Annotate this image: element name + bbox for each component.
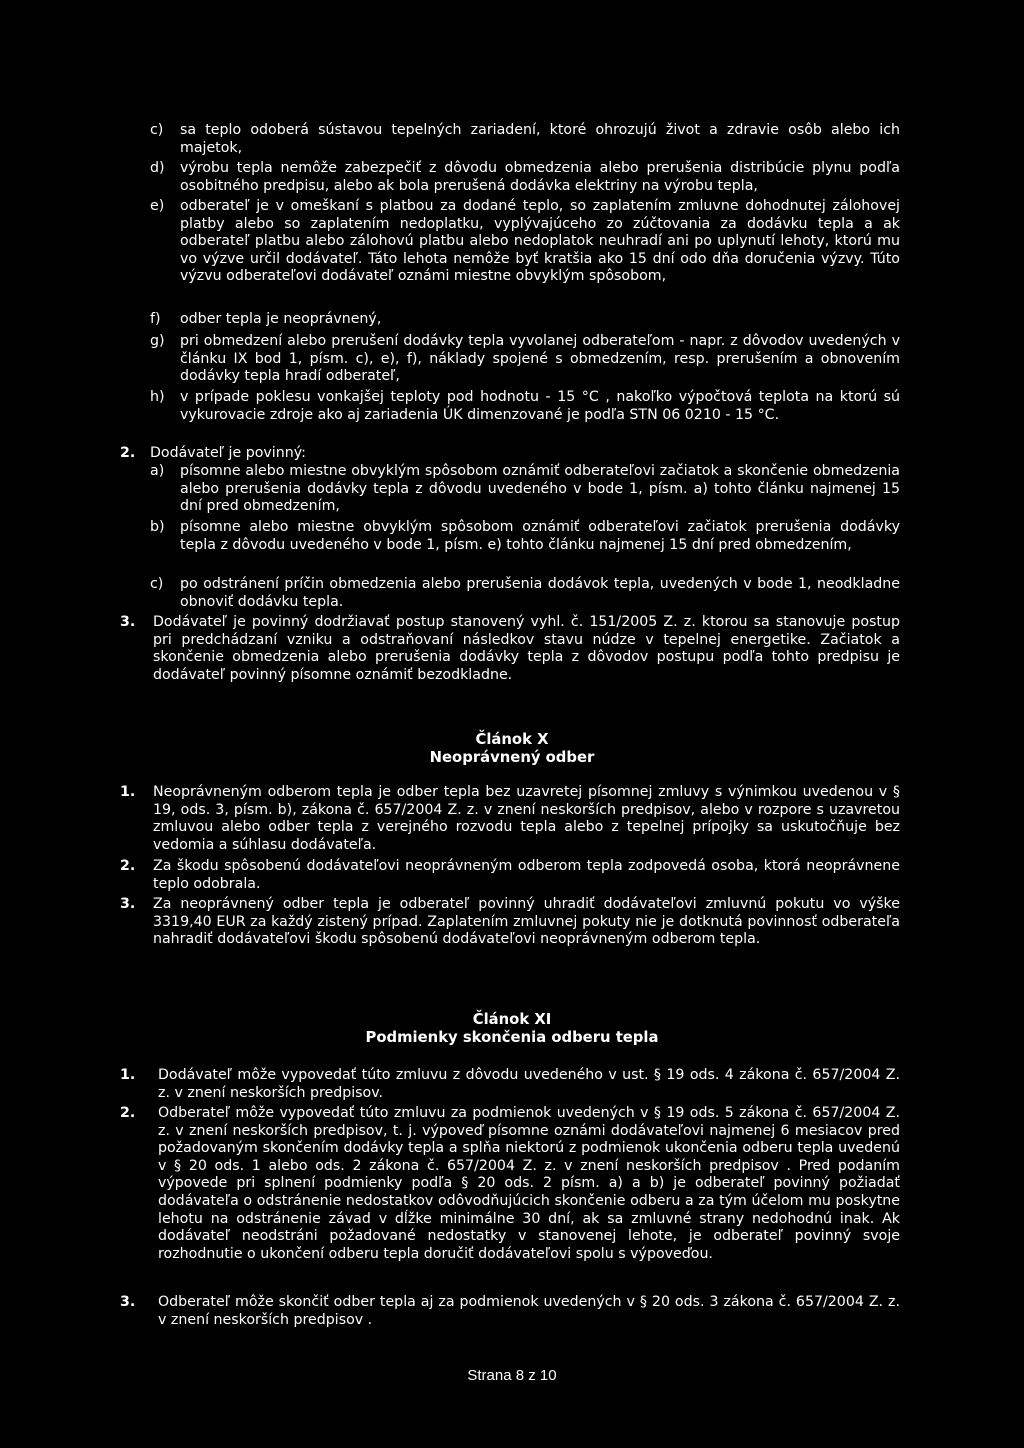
item-number: 2.	[120, 858, 136, 874]
item-text: Dodávateľ môže vypovedať túto zmluvu z dôvodu uvedeného v ust. § 19 ods. 4 zákona č. 657/2004 Z. z. v znení neskorších predpisov.	[158, 1067, 900, 1101]
item-text: po odstránení príčin obmedzenia alebo prerušenia dodávok tepla, uvedených v bode 1, neodkladne obnoviť dodávku tepla.	[180, 576, 900, 610]
item-label: e)	[150, 198, 165, 214]
item-number: 3.	[120, 614, 136, 630]
article-x-title: Článok X	[475, 731, 549, 748]
item-text: Za neoprávnený odber tepla je odberateľ povinný uhradiť dodávateľovi zmluvnú pokutu vo výške 3319,40 EUR za každý zistený prípad. Zaplatením zmluvnej pokuty nie je dotknutá povinnosť odberateľa nahradiť dodávateľovi škodu spôsobenú dodávateľovi neoprávneným odberom tepla.	[153, 896, 900, 948]
item-number: 3.	[120, 1294, 136, 1310]
item-text: sa teplo odoberá sústavou tepelných zariadení, ktoré ohrozujú život a zdravie osôb alebo ich majetok,	[180, 122, 900, 156]
item-text: Odberateľ môže vypovedať túto zmluvu za podmienok uvedených v § 19 ods. 5 zákona č. 657/2004 Z. z. v znení neskorších predpisov, t. j. výpoveď písomne oznámi dodávateľovi najmenej 6 mesiacov pred požadovaným skončením dodávky tepla a splňa niektorú z podmienok ukončenia odberu tepla uvedenú v § 20 ods. 1 alebo ods. 2 zákona č. 657/2004 Z. z. v znení neskorších predpisov . Pred podaním výpovede pri splnení podmienky podľa § 20 ods. 2 písm. a) a b) je odberateľ povinný požiadať dodávateľa o odstránenie nedostatkov odôvodňujúcich skončenie odberu a za tým účelom mu poskytne lehotu na odstránenie závad v dĺžke minimálne 30 dní, ak sa zmluvné strany nedohodnú inak. Ak dodávateľ neodstráni požadované nedostatky v stanovenej lehote, je odberateľ povinný svoje rozhodnutie o ukončení odberu tepla doručiť dodávateľovi spolu s výpoveďou.	[158, 1105, 900, 1262]
item-text: Odberateľ môže skončiť odber tepla aj za podmienok uvedených v § 20 ods. 3 zákona č. 657/2004 Z. z. v znení neskorších predpisov .	[158, 1294, 900, 1328]
item-number: 1.	[120, 1067, 136, 1083]
item-number: 2.	[120, 1105, 136, 1121]
item-label: g)	[150, 333, 165, 349]
item-number: 3.	[120, 896, 136, 912]
item-text: Dodávateľ je povinný:	[150, 445, 306, 461]
item-text: odber tepla je neoprávnený,	[180, 311, 382, 327]
item-label: d)	[150, 160, 165, 176]
item-label: f)	[150, 311, 161, 327]
item-number: 2.	[120, 445, 136, 461]
item-text: Neoprávneným odberom tepla je odber tepla bez uzavretej písomnej zmluvy s výnimkou uvedenou v § 19, ods. 3, písm. b), zákona č. 657/2004 Z. z. v znení neskorších predpisov, alebo v rozpore s uzavretou zmluvou alebo odber tepla z verejného rozvodu tepla alebo z tepelnej prípojky sa uskutočňuje bez vedomia a súhlasu dodávateľa.	[153, 784, 900, 853]
item-text: výrobu tepla nemôže zabezpečiť z dôvodu obmedzenia alebo prerušenia distribúcie plynu podľa osobitného predpisu, alebo ak bola prerušená dodávka elektriny na výrobu tepla,	[180, 160, 900, 194]
item-text: písomne alebo miestne obvyklým spôsobom oznámiť odberateľovi začiatok a skončenie obmedzenia alebo prerušenia dodávky tepla z dôvodu uvedeného v bode 1, písm. a) tohto článku najmenej 15 dní pred obmedzením,	[180, 463, 900, 515]
item-text: v prípade poklesu vonkajšej teploty pod hodnotu - 15 °C , nakoľko výpočtová teplota na ktorú sú vykurovacie zdroje ako aj zariadenia ÚK dimenzované je podľa STN 06 0210 - 15 °C.	[180, 389, 900, 423]
item-text: Za škodu spôsobenú dodávateľovi neoprávneným odberom tepla zodpovedá osoba, ktorá neoprávnene teplo odobrala.	[153, 858, 900, 892]
item-label: a)	[150, 463, 165, 479]
item-label: c)	[150, 122, 164, 138]
item-label: h)	[150, 389, 165, 405]
item-label: b)	[150, 519, 165, 535]
article-xi-title: Článok XI	[472, 1011, 552, 1028]
item-text: odberateľ je v omeškaní s platbou za dodané teplo, so zaplatením zmluvne dohodnutej zálohovej platby alebo so zaplatením nedoplatku, vyplývajúceho zo zúčtovania za dodávku tepla a ak odberateľ platbu alebo zálohovú platbu alebo nedoplatok neuhradí ani po uplynutí lehoty, ktorú mu vo výzve určil dodávateľ. Táto lehota nemôže byť kratšia ako 15 dní odo dňa doručenia výzvy. Túto výzvu odberateľovi dodávateľ oznámi miestne obvyklým spôsobom,	[180, 198, 900, 285]
item-text: Dodávateľ je povinný dodržiavať postup stanovený vyhl. č. 151/2005 Z. z. ktorou sa stanovuje postup pri predchádzaní vzniku a odstraňovaní následkov stavu núdze v tepelnej energetike. Začiatok a skončenie obmedzenia alebo prerušenia dodávky tepla z dôvodov postupu podľa tohto predpisu je dodávateľ povinný písomne oznámiť bezodkladne.	[153, 614, 900, 683]
article-x-subtitle: Neoprávnený odber	[429, 749, 595, 766]
page-number: Strana 8 z 10	[467, 1367, 557, 1384]
item-text: písomne alebo miestne obvyklým spôsobom oznámiť odberateľovi začiatok prerušenia dodávky tepla z dôvodu uvedeného v bode 1, písm. e) tohto článku najmenej 15 dní pred obmedzením,	[180, 519, 900, 553]
item-text: pri obmedzení alebo prerušení dodávky tepla vyvolanej odberateľom - napr. z dôvodov uvedených v článku IX bod 1, písm. c), e), f), náklady spojené s obmedzením, resp. prerušením a obnovením dodávky tepla hradí odberateľ,	[180, 333, 900, 385]
article-xi-subtitle: Podmienky skončenia odberu tepla	[365, 1029, 659, 1046]
item-label: c)	[150, 576, 164, 592]
item-number: 1.	[120, 784, 136, 800]
